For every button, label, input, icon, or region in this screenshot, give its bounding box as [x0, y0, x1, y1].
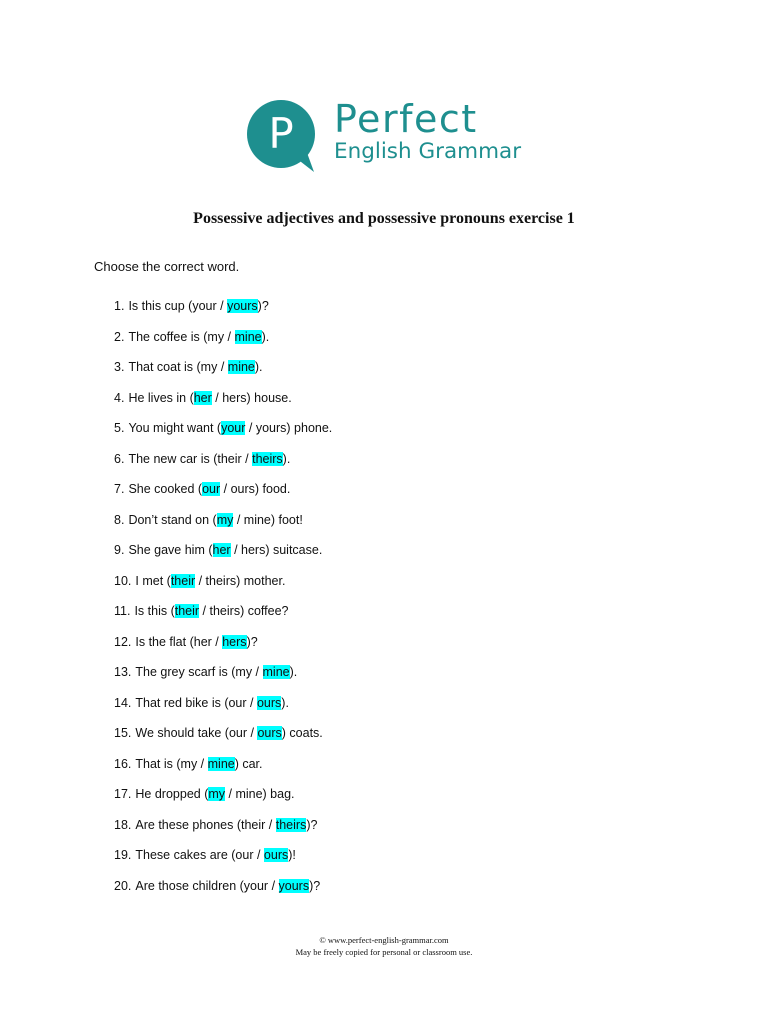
footer [0, 934, 768, 958]
item-number: 11. [114, 604, 131, 618]
item-text-after: / ours) food. [220, 482, 291, 496]
item-number: 5. [114, 421, 125, 435]
item-number: 14. [114, 695, 132, 710]
item-text-before: Is this cup (your / [128, 299, 228, 313]
exercise-item [114, 693, 289, 713]
highlighted-answer: ours [263, 848, 289, 862]
item-text-before: Is this ( [134, 604, 175, 618]
item-text-after: / theirs) coffee? [199, 604, 289, 618]
item-text-before: She gave him ( [128, 543, 213, 557]
item-number: 16. [114, 756, 132, 771]
item-number: 19. [114, 848, 132, 862]
item-text-after: / theirs) mother. [195, 573, 286, 588]
item-text-before: We should take (our / [135, 726, 258, 740]
item-text-before: He dropped ( [135, 787, 209, 801]
exercise-item [114, 876, 320, 896]
exercise-item [114, 571, 285, 591]
item-text-before: Don’t stand on ( [128, 512, 217, 527]
exercise-item [114, 754, 263, 774]
item-text-before: That coat is (my / [128, 360, 228, 374]
item-text-before: I met ( [135, 573, 171, 588]
item-text-after: ). [281, 695, 289, 710]
item-text-before: That red bike is (our / [135, 695, 257, 710]
item-text-before: You might want ( [128, 421, 222, 435]
item-text-after: / yours) phone. [245, 421, 333, 435]
item-text-before: Are those children (your / [135, 878, 279, 893]
item-number: 10. [114, 573, 132, 588]
exercise-item [114, 601, 288, 621]
exercise-item [114, 723, 323, 743]
highlighted-answer: yours [227, 299, 258, 313]
logo [244, 98, 534, 174]
highlighted-answer: my [216, 512, 234, 527]
speech-bubble-p-icon [244, 98, 320, 174]
item-text-after: )? [246, 634, 258, 649]
highlighted-answer: mine [227, 360, 255, 374]
item-number: 17. [114, 787, 132, 801]
exercise-item [114, 296, 269, 316]
item-number: 6. [114, 451, 125, 466]
highlighted-answer: mine [207, 756, 235, 771]
item-number: 18. [114, 817, 132, 832]
exercise-item [114, 662, 297, 682]
highlighted-answer: theirs [252, 451, 283, 466]
item-text-after: ). [282, 451, 291, 466]
item-text-before: Are these phones (their / [135, 817, 276, 832]
footer-usage-note: May be freely copied for personal or classroom use. [295, 947, 473, 957]
logo-text [334, 98, 521, 165]
exercise-item [114, 479, 290, 499]
item-number: 1. [114, 299, 125, 313]
item-text-after: ). [261, 329, 270, 344]
item-text-after: / mine) bag. [225, 787, 295, 801]
item-text-after: / hers) suitcase. [230, 543, 323, 557]
highlighted-answer: ours [256, 695, 282, 710]
item-text-before: She cooked ( [128, 482, 203, 496]
item-text-before: That is (my / [135, 756, 208, 771]
highlighted-answer: her [193, 390, 212, 405]
highlighted-answer: yours [278, 878, 310, 893]
logo-word-english-grammar: English Grammar [334, 139, 522, 164]
instruction-text: Choose the correct word. [94, 259, 240, 274]
highlighted-answer: ours [257, 726, 282, 740]
highlighted-answer: my [208, 787, 226, 801]
item-text-before: The new car is (their / [128, 451, 253, 466]
item-number: 9. [114, 543, 125, 557]
highlighted-answer: hers [222, 634, 247, 649]
item-text-before: These cakes are (our / [135, 848, 264, 862]
item-number: 13. [114, 665, 132, 679]
highlighted-answer: our [202, 482, 221, 496]
item-number: 12. [114, 634, 132, 649]
item-number: 2. [114, 329, 125, 344]
exercise-item [114, 784, 295, 804]
item-text-before: Is the flat (her / [135, 634, 223, 649]
item-text-after: ) car. [234, 756, 263, 771]
footer-copyright: © www.perfect-english-grammar.com [319, 935, 449, 945]
item-number: 20. [114, 878, 132, 893]
item-number: 8. [114, 512, 125, 527]
logo-letter: P [268, 109, 294, 158]
highlighted-answer: her [212, 543, 231, 557]
item-number: 4. [114, 390, 125, 405]
item-text-after: / hers) house. [211, 390, 292, 405]
item-text-after: )! [288, 848, 296, 862]
page-title: Possessive adjectives and possessive pronouns exercise 1 [193, 210, 575, 227]
item-text-after: ) coats. [281, 726, 323, 740]
logo-word-perfect: Perfect [334, 97, 478, 141]
exercise-item [114, 418, 332, 438]
item-text-after: ). [254, 360, 263, 374]
highlighted-answer: mine [262, 665, 290, 679]
item-text-after: )? [306, 817, 318, 832]
exercise-item [114, 357, 263, 377]
exercise-item [114, 510, 303, 530]
item-text-before: He lives in ( [128, 390, 194, 405]
highlighted-answer: theirs [275, 817, 307, 832]
highlighted-answer: mine [234, 329, 262, 344]
item-text-after: / mine) foot! [233, 512, 303, 527]
exercise-item [114, 449, 290, 469]
item-text-before: The coffee is (my / [128, 329, 235, 344]
exercise-item [114, 540, 322, 560]
exercise-item [114, 327, 269, 347]
item-number: 3. [114, 360, 125, 374]
item-number: 15. [114, 726, 132, 740]
exercise-item [114, 632, 258, 652]
item-text-after: )? [309, 878, 321, 893]
highlighted-answer: their [170, 573, 196, 588]
item-text-after: )? [257, 299, 269, 313]
item-number: 7. [114, 482, 125, 496]
exercise-item [114, 388, 292, 408]
highlighted-answer: your [221, 421, 246, 435]
highlighted-answer: their [174, 604, 200, 618]
item-text-before: The grey scarf is (my / [135, 665, 263, 679]
exercise-item [114, 845, 296, 865]
exercise-item [114, 815, 317, 835]
item-text-after: ). [289, 665, 298, 679]
